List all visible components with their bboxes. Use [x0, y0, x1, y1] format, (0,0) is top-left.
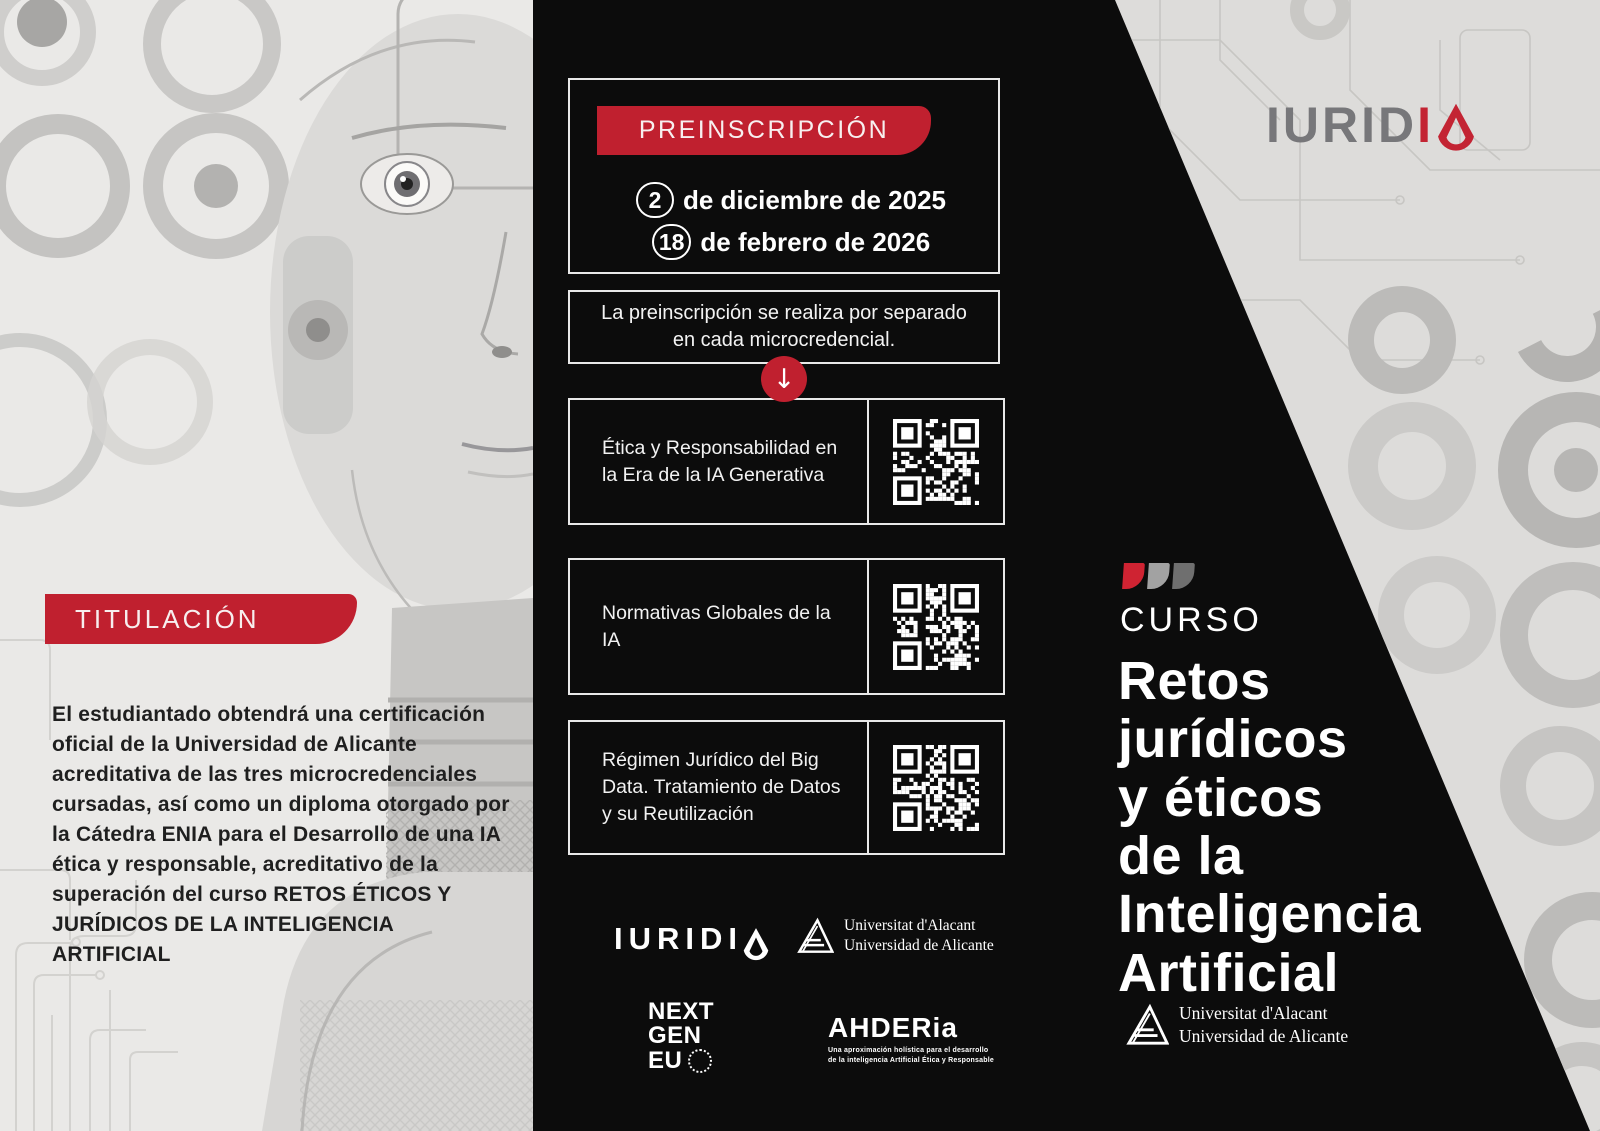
nextgen-line3: EU [648, 1046, 683, 1074]
microcredential-title: Normativas Globales de la IA [570, 560, 869, 693]
titulacion-paragraph: El estudiantado obtendrá una certificación oficial de la Universidad de Alicante acreditativa de las tres microcredenciales cursadas, así como un diploma otorgado por la Cátedra ENIA para el Desarrollo de una IA ética y responsable, acreditativo de la superación del curso RETOS ÉTICOS Y JURÍDICOS DE LA INTELIGENCIA ARTIFICIAL [52, 703, 510, 967]
ua-triangle-icon [1125, 1003, 1169, 1047]
ua-line1: Universitat d'Alacant [1179, 1003, 1328, 1023]
deco-dot [1554, 448, 1598, 492]
date-day-circle: 18 [652, 224, 692, 260]
qr-code-etica [869, 400, 1003, 523]
date-text: de diciembre de 2025 [682, 184, 947, 215]
course-flags-icon [1123, 563, 1194, 589]
ua-line2: Universidad de Alicante [1179, 1025, 1349, 1046]
date-text: de febrero de 2026 [700, 226, 931, 257]
microcredential-card-3 [568, 720, 1005, 855]
iuridia-drop-a-icon [743, 926, 769, 962]
note-box [568, 290, 1000, 364]
deco-ring [1348, 402, 1476, 530]
iuridia-logo-top-right [1266, 97, 1475, 153]
titulacion-label: TITULACIÓN [75, 603, 260, 634]
microcredential-title: Ética y Responsabilidad en la Era de la IA Generativa [570, 400, 869, 523]
date-row-1 [636, 182, 946, 218]
brand-letter-red: I [1417, 97, 1435, 153]
preinscripcion-label: PREINSCRIPCIÓN [638, 116, 890, 144]
ahderia-name: AHDERia [828, 1012, 958, 1043]
deco-ring [1500, 562, 1600, 708]
ua-triangle-icon [796, 917, 834, 955]
ua-logo-bottom-right [1125, 1002, 1348, 1048]
microcredential-card-1 [568, 398, 1005, 525]
qr-code-bigdata [869, 722, 1003, 853]
course-title: Retos jurídicos y éticos de la Inteligencia Artificial [1118, 651, 1422, 1003]
ua-line1: Universitat d'Alacant [844, 917, 976, 934]
iuridia-letters: IURIDI [614, 921, 743, 956]
ahderia-logo [828, 1014, 994, 1066]
microcredential-title: Régimen Jurídico del Big Data. Tratamiento de Datos y su Reutilización [570, 722, 869, 853]
dates [570, 182, 998, 260]
iuridia-drop-a-icon [1437, 102, 1475, 152]
note-text: La preinscripción se realiza por separado en cada microcredencial. [601, 302, 967, 351]
nextgen-eu-logo [648, 1000, 714, 1073]
preinscripcion-banner [597, 106, 931, 155]
ahderia-tagline-2: de la inteligencia Artificial Ética y Responsable [828, 1057, 994, 1065]
nextgen-line2: GEN [648, 1022, 702, 1050]
ua-line2: Universidad de Alicante [844, 937, 994, 955]
iuridia-logo-center [614, 920, 769, 962]
ahderia-tagline-1: Una aproximación holística para el desarrollo [828, 1047, 989, 1054]
curso-label: CURSO [1120, 601, 1263, 639]
left-panel [0, 0, 533, 1131]
qr-code-normativas [869, 560, 1003, 693]
titulacion-banner [45, 594, 357, 644]
eu-stars-icon [688, 1049, 712, 1073]
deco-ring [1348, 286, 1456, 394]
brand-letters-gray: IURID [1266, 97, 1418, 153]
date-day-circle: 2 [636, 182, 674, 218]
date-row-2 [652, 224, 930, 260]
ua-logo-center [796, 916, 994, 956]
microcredential-card-2 [568, 558, 1005, 695]
deco-ring [1500, 726, 1600, 846]
preinscripcion-box [568, 78, 1000, 274]
down-arrow-icon: ↓ [761, 356, 807, 402]
nextgen-line1: NEXT [648, 998, 715, 1025]
